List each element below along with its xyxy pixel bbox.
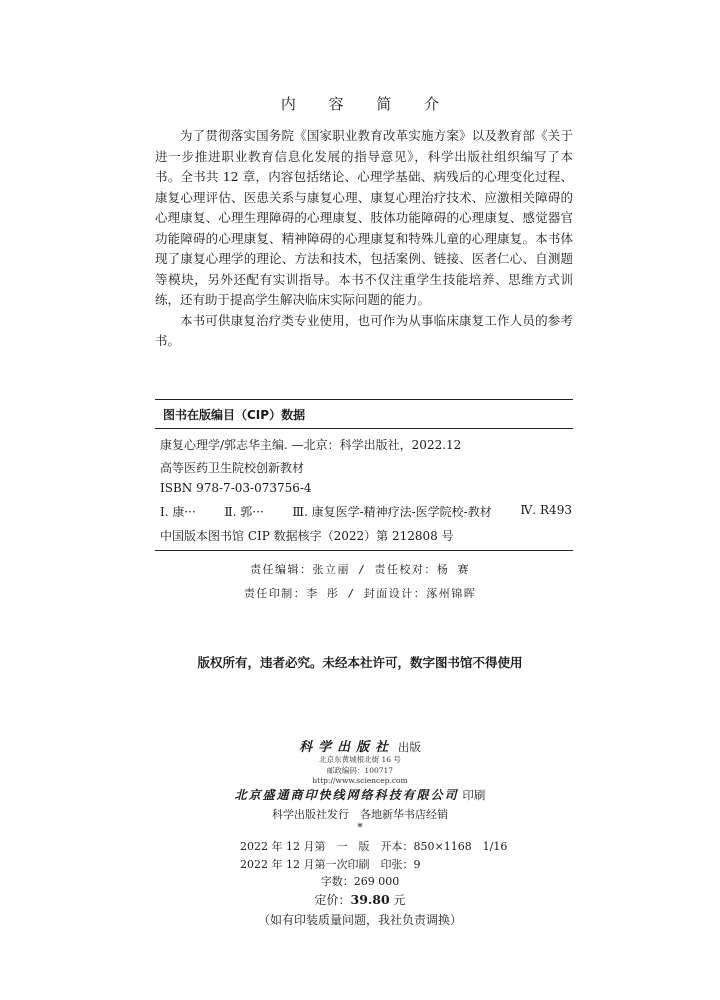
cip-class-item: Ⅲ. 康复医学-精神疗法-医学院校-教材 — [292, 505, 492, 519]
staff-line: 责任印制：李 彤 / 封面设计：涿州锦晖 — [243, 587, 477, 600]
summary-paragraph: 为了贯彻落实国务院《国家职业教育改革实施方案》以及教育部《关于进一步推进职业教育信息化发展的指导意见》，科学出版社组织编写了本书。全书共 12 章，内容包括绪论、心理学基础、病残后的心理变化过程、康复心理评估、医患关系与康复心理、康复心理治疗技术、应激相关障碍的心理康复、心理生理障碍的心理康复、肢体功能障碍的心理康复、感觉器官功能障碍的心理康复、精神障碍的心理康复和特殊儿童的心理康复。本书体现了康复心理学的理论、方法和技术，包括案例、链接、医者仁心、自测题等模块，另外还配有实训指导。本书不仅注重学生技能培养、思维方式训练，还有助于提高学生解决临床实际问题的能力。 — [155, 128, 573, 307]
cip-top-rule — [155, 399, 573, 400]
publisher-url: http://www.sciencep.com — [312, 776, 408, 785]
distribution-line: 科学出版社发行 各地新华书店经销 — [272, 808, 448, 821]
publisher-logo: 科学出版社 — [299, 740, 395, 755]
cip-bottom-rule — [155, 550, 573, 551]
publisher-postcode: 邮政编码：100717 — [326, 766, 394, 775]
cip-line: ISBN 978-7-03-073756-4 — [160, 481, 312, 495]
printer-logo: 北京盛通商印快线网络科技有限公司 — [234, 788, 459, 802]
cip-class-item: Ⅰ. 康··· — [160, 505, 196, 519]
staff-line: 责任编辑：张立丽 / 责任校对：杨 赛 — [250, 563, 470, 576]
rights-notice: 版权所有，违者必究。未经本社许可，数字图书馆不得使用 — [197, 655, 523, 670]
price-value: 39.80 — [350, 892, 390, 907]
cip-line: 康复心理学/郭志华主编. —北京：科学出版社，2022.12 — [160, 438, 462, 452]
spec-printing: 2022 年 12 月第一次印刷 印张：9 — [240, 858, 421, 871]
publisher-address: 北京东黄城根北街 16 号 — [319, 755, 401, 764]
price-label: 定价： — [314, 893, 351, 907]
summary-title: 内 容 简 介 — [280, 95, 454, 113]
price-line — [0, 891, 720, 908]
price-unit: 元 — [389, 893, 406, 907]
printer-suffix: 印刷 — [462, 788, 486, 802]
printer-line — [0, 786, 720, 803]
publisher-line — [0, 736, 720, 755]
cip-heading: 图书在版编目（CIP）数据 — [163, 408, 306, 422]
publisher-suffix: 出版 — [397, 740, 421, 754]
quality-note: （如有印装质量问题，我社负责调换） — [257, 913, 462, 927]
spec-wordcount: 字数：269 000 — [320, 875, 400, 888]
cip-line: 中国版本图书馆 CIP 数据核字（2022）第 212808 号 — [160, 529, 454, 543]
separator-star: * — [357, 821, 363, 834]
cip-line: 高等医药卫生院校创新教材 — [160, 461, 305, 475]
cip-class-item: Ⅳ. R493 — [520, 503, 572, 517]
summary-body — [155, 126, 573, 352]
spec-edition: 2022 年 12 月第 一 版 开本：850×1168 1/16 — [240, 840, 508, 853]
cip-classification-row — [160, 503, 572, 520]
cip-class-item: Ⅱ. 郭··· — [224, 505, 264, 519]
cip-heading-rule — [155, 428, 573, 429]
summary-paragraph: 本书可供康复治疗类专业使用，也可作为从事临床康复工作人员的参考书。 — [155, 312, 573, 348]
